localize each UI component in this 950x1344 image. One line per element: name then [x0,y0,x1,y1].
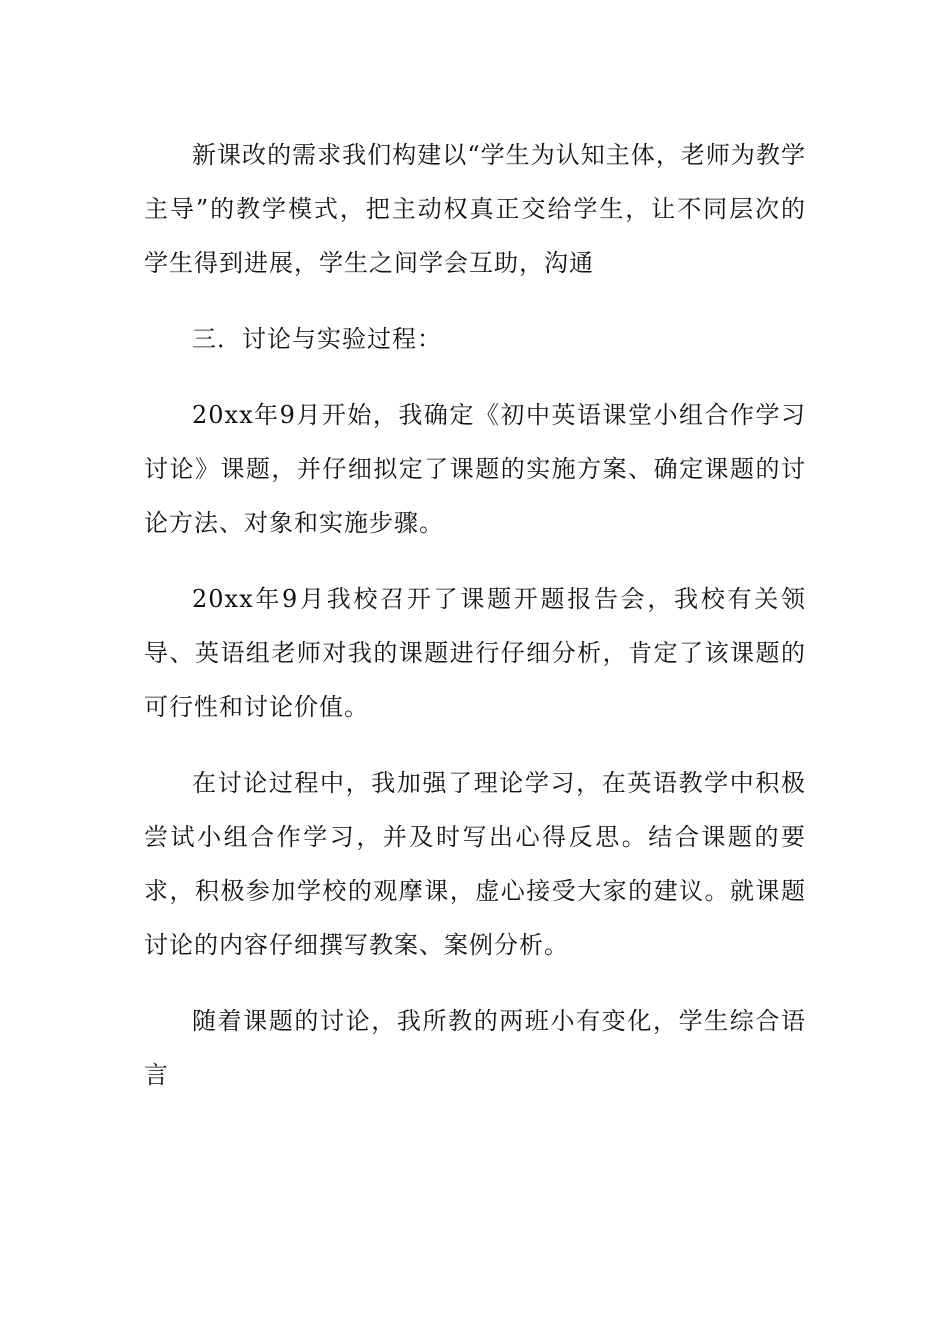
paragraph-result: 随着课题的讨论，我所教的两班小有变化，学生综合语言 [144,1007,806,1089]
section-heading: 三．讨论与实验过程： [192,325,442,353]
paragraph-process: 在讨论过程中，我加强了理论学习，在英语教学中积极尝试小组合作学习，并及时写出心得反思。结合课题的要求，积极参加学校的观摩课，虚心接受大家的建议。就课题讨论的内容仔细撰写教案、案例分析。 [144,769,806,959]
paragraph-meeting: 20xx年9月我校召开了课题开题报告会，我校有关领导、英语组老师对我的课题进行仔细分析，肯定了该课题的可行性和讨论价值。 [144,585,806,721]
paragraph-start: 20xx年9月开始，我确定《初中英语课堂小组合作学习讨论》课题，并仔细拟定了课题的实施方案、确定课题的讨论方法、对象和实施步骤。 [144,401,806,537]
document-body [144,128,806,1124]
paragraph-intro: 新课改的需求我们构建以“学生为认知主体，老师为教学主导”的教学模式，把主动权真正交给学生，让不同层次的学生得到进展，学生之间学会互助，沟通 [144,141,806,277]
